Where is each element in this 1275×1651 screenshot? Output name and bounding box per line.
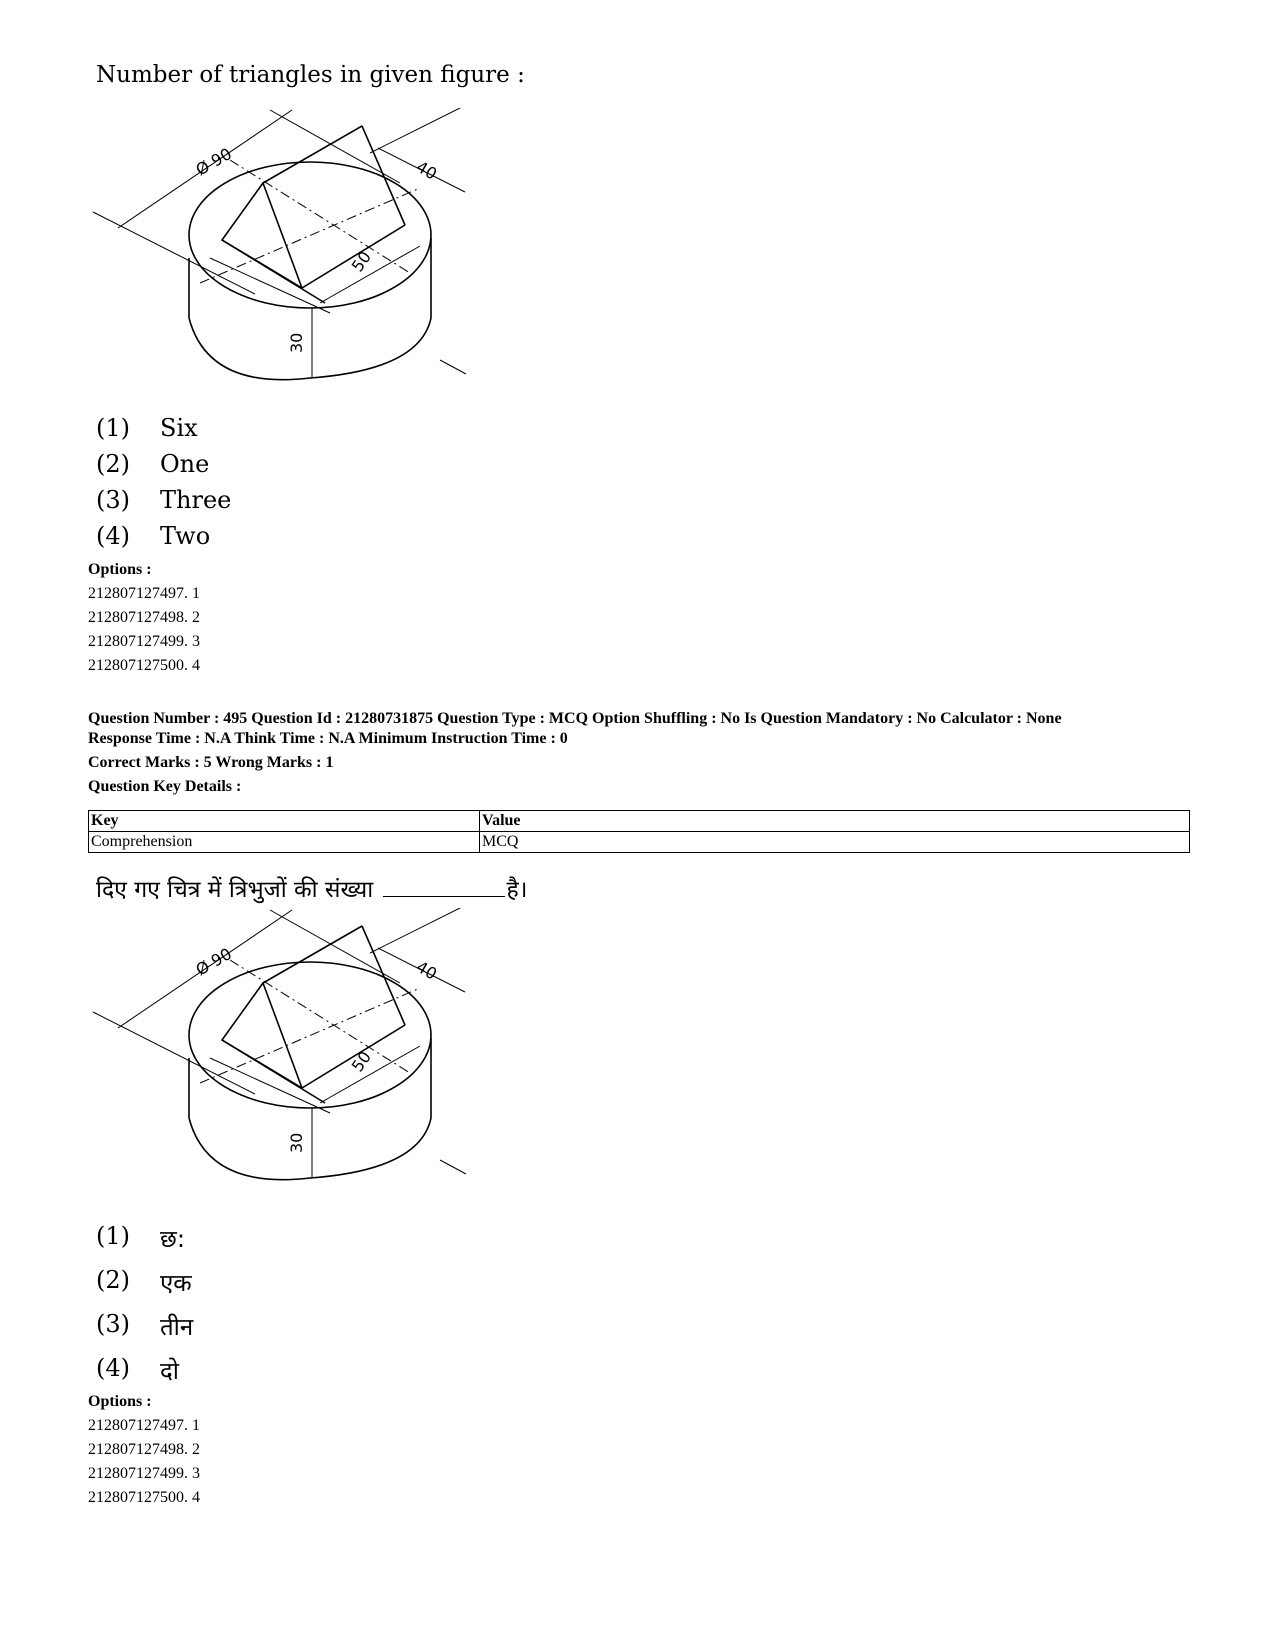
length-label: 50: [347, 1047, 375, 1076]
choice-text: Three: [160, 486, 232, 514]
option-id-line: 212807127499. 3: [88, 1465, 200, 1482]
diameter-label: Ø 90: [192, 943, 235, 980]
options-heading: Options :: [88, 1393, 152, 1410]
width-label: 40: [413, 957, 441, 984]
question-title-hindi-end: है।: [506, 877, 528, 903]
height-label: 30: [287, 1132, 306, 1153]
question-key-table: [88, 810, 1190, 853]
option-id-line: 212807127499. 3: [88, 633, 200, 650]
option-id-line: 212807127497. 1: [88, 1417, 200, 1434]
table-row: [89, 832, 1190, 853]
question-title: Number of triangles in given figure :: [96, 62, 525, 88]
question-title-hindi-start: दिए गए चित्र में त्रिभुजों की संख्या: [96, 877, 374, 903]
choice-number: (2): [96, 1266, 130, 1294]
choice-text: Two: [160, 522, 211, 550]
table-cell: MCQ: [480, 832, 1190, 853]
choice-text: तीन: [160, 1313, 194, 1341]
choice-number: (4): [96, 1354, 130, 1382]
width-label: 40: [413, 157, 441, 184]
marks-line: Correct Marks : 5 Wrong Marks : 1: [88, 754, 334, 771]
question-title-hindi: [96, 872, 527, 904]
choice-text: दो: [160, 1357, 179, 1385]
table-header-cell: Value: [480, 811, 1190, 832]
diameter-label: Ø 90: [192, 143, 235, 180]
choice-number: (1): [96, 1222, 130, 1250]
table-header-cell: Key: [89, 811, 480, 832]
question-meta-line: Question Number : 495 Question Id : 21280731875 Question Type : MCQ Option Shuffling : No Is Question Mandatory : No Calculator : None: [88, 710, 1062, 727]
option-id-line: 212807127498. 2: [88, 609, 200, 626]
choice-number: (3): [96, 486, 130, 514]
option-id-line: 212807127497. 1: [88, 585, 200, 602]
options-heading: Options :: [88, 561, 152, 578]
choice-number: (4): [96, 522, 130, 550]
table-cell: Comprehension: [89, 832, 480, 853]
answer-blank: [383, 876, 505, 897]
option-id-line: 212807127500. 4: [88, 1489, 200, 1506]
table-header-row: [89, 811, 1190, 832]
height-label: 30: [287, 332, 306, 353]
length-label: 50: [347, 247, 375, 276]
choice-number: (2): [96, 450, 130, 478]
isometric-figure: [90, 108, 480, 398]
choice-number: (3): [96, 1310, 130, 1338]
choice-text: छ:: [160, 1225, 185, 1253]
question-meta-line: Response Time : N.A Think Time : N.A Minimum Instruction Time : 0: [88, 730, 568, 747]
isometric-figure: [90, 908, 480, 1198]
key-details-heading: Question Key Details :: [88, 778, 242, 795]
option-id-line: 212807127500. 4: [88, 657, 200, 674]
option-id-line: 212807127498. 2: [88, 1441, 200, 1458]
choice-text: एक: [160, 1269, 192, 1297]
choice-text: Six: [160, 414, 198, 442]
choice-text: One: [160, 450, 210, 478]
choice-number: (1): [96, 414, 130, 442]
